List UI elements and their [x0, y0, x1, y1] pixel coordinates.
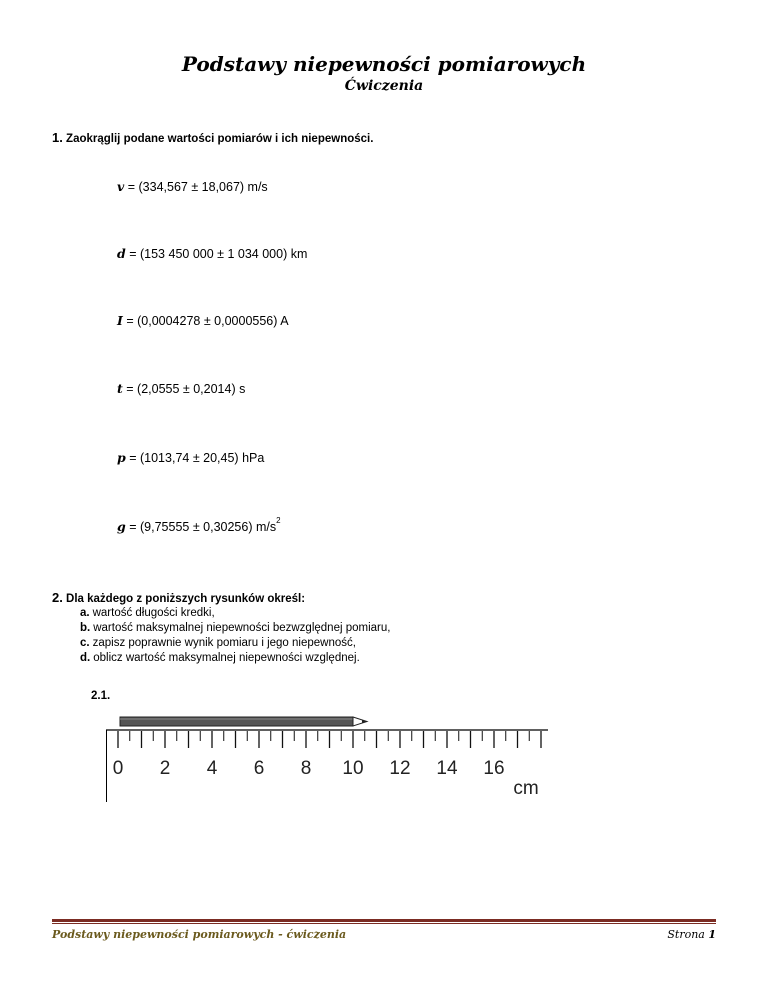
ruler-tick-label: 10 [342, 758, 364, 779]
ruler-tick-label: 0 [112, 758, 124, 779]
task-2-list [80, 606, 390, 666]
formula-symbol: d [117, 246, 126, 261]
formula-expression: = (9,75555 ± 0,30256) m/s [125, 520, 277, 534]
formula-g [117, 516, 281, 534]
document-title: Podstawy niepewności pomiarowych [181, 52, 587, 76]
formula-symbol: v [117, 179, 125, 194]
subtask-heading: 2.1. [91, 690, 111, 702]
list-text: wartość długości kredki, [92, 607, 215, 619]
task-1-text: Zaokrąglij podane wartości pomiarów i ich niepewności. [66, 133, 374, 145]
footer-page [667, 928, 716, 941]
formula-expression: = (334,567 ± 18,067) m/s [124, 180, 268, 194]
formula-symbol: g [117, 519, 126, 534]
formula-expression: = (1013,74 ± 20,45) hPa [125, 451, 265, 465]
footer-page-number: 1 [708, 928, 716, 941]
list-letter: c. [80, 637, 90, 649]
ruler-tick-label: 14 [436, 758, 458, 779]
formula-v [117, 179, 268, 194]
ruler-figure [106, 713, 548, 803]
ruler-unit-label: cm [513, 778, 539, 799]
task-1-number: 1. [52, 130, 63, 145]
pencil-body [120, 717, 353, 726]
task-2-heading [52, 590, 305, 605]
list-text: oblicz wartość maksymalnej niepewności względnej. [93, 652, 360, 664]
ruler-tick-label: 12 [389, 758, 411, 779]
task-2-number: 2. [52, 590, 63, 605]
ruler-tick-label: 6 [253, 758, 265, 779]
formula-superscript: 2 [276, 516, 281, 525]
footer-rule-thin [52, 923, 716, 924]
task-2-text: Dla każdego z poniższych rysunków określ: [66, 593, 306, 605]
formula-t [117, 381, 245, 396]
footer-page-label: Strona [667, 928, 705, 941]
footer-title: Podstawy niepewności pomiarowych - ćwiczenia [52, 928, 347, 941]
formula-expression: = (2,0555 ± 0,2014) s [122, 382, 246, 396]
ruler-body [106, 730, 548, 802]
formula-symbol: t [117, 381, 123, 396]
ruler-tick-label: 8 [300, 758, 312, 779]
document-subtitle: Ćwiczenia [344, 78, 424, 94]
ruler-tick-label: 16 [483, 758, 505, 779]
formula-expression: = (0,0004278 ± 0,0000556) A [122, 314, 289, 328]
formula-p [117, 450, 264, 465]
formula-symbol: p [117, 450, 126, 465]
list-letter: b. [80, 622, 91, 634]
list-item [80, 651, 390, 666]
footer-rule-thick [52, 919, 716, 922]
list-item [80, 636, 390, 651]
list-item [80, 606, 390, 621]
list-text: wartość maksymalnej niepewności bezwzględnej pomiaru, [93, 622, 391, 634]
ruler-tick-label: 4 [206, 758, 218, 779]
list-text: zapisz poprawnie wynik pomiaru i jego niepewność, [92, 637, 356, 649]
formula-symbol: I [117, 313, 123, 328]
formula-expression: = (153 450 000 ± 1 034 000) km [125, 247, 308, 261]
formula-d [117, 246, 307, 261]
formula-i [117, 313, 289, 328]
list-letter: d. [80, 652, 91, 664]
task-1-heading [52, 130, 373, 145]
pencil [120, 717, 367, 726]
ruler-tick-label: 2 [159, 758, 171, 779]
list-letter: a. [80, 607, 90, 619]
list-item [80, 621, 390, 636]
